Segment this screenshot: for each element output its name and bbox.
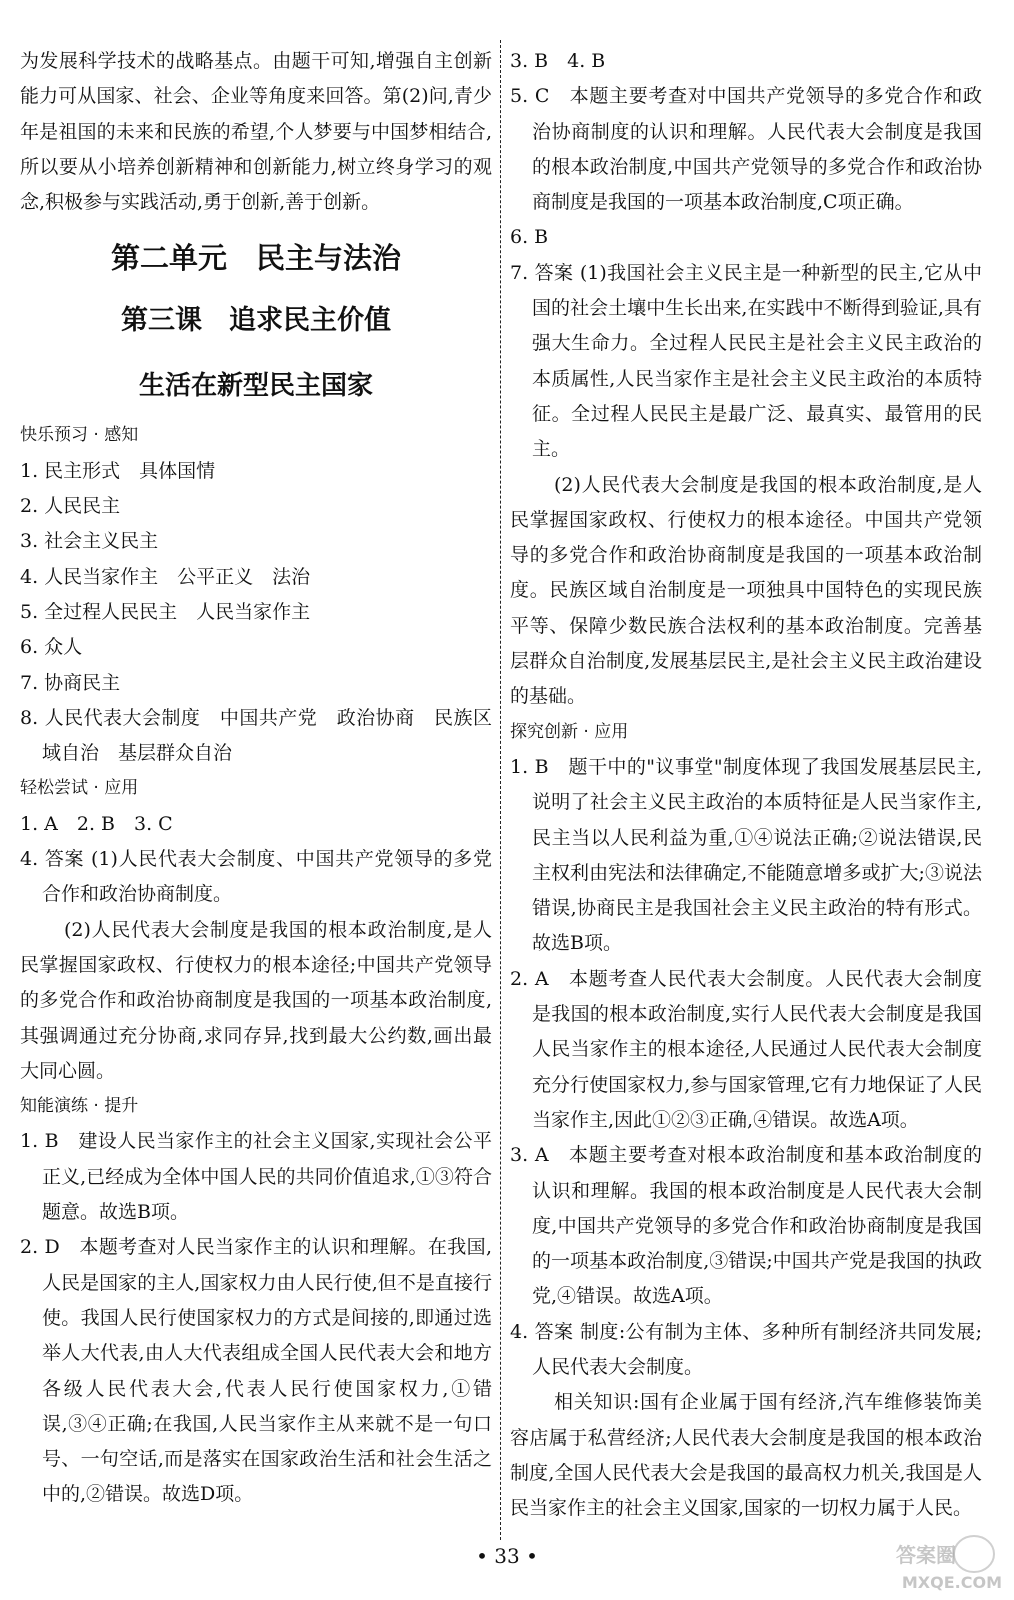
- answer-paragraph: (2)人民代表大会制度是我国的根本政治制度,是人民掌握国家政权、行使权力的根本途径;中国共产党领导的多党合作和政治协商制度是我国的一项基本政治制度,其强调通过充分协商,求同存异,找到最大公约数,画出最大同心圆。: [20, 918, 492, 1082]
- answer-item: 2. D 本题考查对人民当家作主的认识和理解。在我国,人民是国家的主人,国家权力由人民行使,但不是直接行使。我国人民行使国家权力的方式是间接的,即通过选举人大代表,由人大代表组成全国人民代表大会和地方各级人民代表大会,代表人民行使国家权力,①错误,③④正确;在我国,人民当家作主从来就不是一句口号、一句空话,而是落实在国家政治生活和社会生活之中的,②错误。故选D项。: [20, 1236, 492, 1506]
- answer-paragraph: (2)人民代表大会制度是我国的根本政治制度,是人民掌握国家政权、行使权力的根本途径。中国共产党领导的多党合作和政治协商制度是我国的一项基本政治制度。民族区域自治制度是一项独具中国特色的实现民族平等、保障少数民族合法权利的基本政治制度。完善基层群众自治制度,发展基层民主,是社会主义民主政治建设的基础。: [510, 473, 982, 708]
- section-heading-preview: 快乐预习 · 感知: [20, 425, 139, 446]
- answer-item: 5. 全过程人民民主 人民当家作主: [20, 600, 311, 623]
- answer-item: 6. B: [510, 226, 549, 249]
- answer-item: 3. B 4. B: [510, 50, 606, 72]
- watermark-url: MXQE.COM: [901, 1573, 1002, 1592]
- watermark-logo: [806, 1530, 1006, 1594]
- page-number: • 33 •: [476, 1544, 538, 1568]
- answer-item: 4. 答案 制度:公有制为主体、多种所有制经济共同发展;人民代表大会制度。: [510, 1320, 982, 1378]
- column-divider: [500, 40, 501, 1540]
- right-column: [510, 44, 982, 1526]
- answer-item: 1. 民主形式 具体国情: [20, 459, 216, 482]
- answer-paragraph: 相关知识:国有企业属于国有经济,汽车维修装饰美容店属于私营经济;人民代表大会制度是我国的根本政治制度,全国人民代表大会是我国的最高权力机关,我国是人民当家作主的社会主义国家,国家的一切权力属于人民。: [510, 1391, 982, 1520]
- answer-item: 2. 人民民主: [20, 495, 121, 518]
- answer-item: 2. A 本题考查人民代表大会制度。人民代表大会制度是我国的根本政治制度,实行人民代表大会制度是我国人民当家作主的根本途径,人民通过人民代表大会制度充分行使国家权力,参与国家管理,它有力地保证了人民当家作主,因此①②③正确,④错误。故选A项。: [510, 967, 982, 1131]
- answer-item: 5. C 本题主要考查对中国共产党领导的多党合作和政治协商制度的认识和理解。人民代表大会制度是我国的根本政治制度,中国共产党领导的多党合作和政治协商制度是我国的一项基本政治制度,C项正确。: [510, 85, 982, 214]
- answer-item: 6. 众人: [20, 636, 83, 659]
- watermark-text: 答案圈: [896, 1543, 956, 1567]
- unit-title: 第二单元 民主与法治: [110, 241, 401, 276]
- section-heading-explore: 探究创新 · 应用: [510, 721, 629, 742]
- answer-item: 1. B 题干中的"议事堂"制度体现了我国发展基层民主,说明了社会主义民主政治的本质特征是人民当家作主,民主当以人民利益为重,①④说法正确;②说法错误,民主权利由宪法和法律确定,不能随意增多或扩大;③说法错误,协商民主是我国社会主义民主政治的特有形式。故选B项。: [510, 755, 982, 955]
- answer-item: 4. 答案 (1)人民代表大会制度、中国共产党领导的多党合作和政治协商制度。: [20, 848, 492, 906]
- section-heading-try: 轻松尝试 · 应用: [20, 778, 139, 799]
- section-heading-practice: 知能演练 · 提升: [20, 1096, 139, 1117]
- topic-title: 生活在新型民主国家: [138, 371, 373, 402]
- intro-paragraph: 为发展科学技术的战略基点。由题干可知,增强自主创新能力可从国家、社会、企业等角度来回答。第(2)问,青少年是祖国的未来和民族的希望,个人梦要与中国梦相结合,所以要从小培养创新精神和创新能力,树立终身学习的观念,积极参与实践活动,勇于创新,善于创新。: [20, 50, 492, 214]
- answer-item: 3. A 本题主要考查对根本政治制度和基本政治制度的认识和理解。我国的根本政治制度是人民代表大会制度,中国共产党领导的多党合作和政治协商制度是我国的一项基本政治制度,③错误;中国共产党是我国的执政党,④错误。故选A项。: [510, 1144, 982, 1308]
- answer-item: 7. 答案 (1)我国社会主义民主是一种新型的民主,它从中国的社会土壤中生长出来,在实践中不断得到验证,具有强大生命力。全过程人民民主是社会主义民主政治的本质属性,人民当家作主是社会主义民主政治的本质特征。全过程人民民主是最广泛、最真实、最管用的民主。: [510, 261, 982, 461]
- answer-item: 1. B 建设人民当家作主的社会主义国家,实现社会公平正义,已经成为全体中国人民的共同价值追求,①③符合题意。故选B项。: [20, 1130, 492, 1224]
- answer-item: 7. 协商民主: [20, 671, 121, 694]
- answer-item: 4. 人民当家作主 公平正义 法治: [20, 565, 311, 588]
- answer-item: 3. 社会主义民主: [20, 530, 159, 553]
- answer-item: 8. 人民代表大会制度 中国共产党 政治协商 民族区域自治 基层群众自治: [20, 706, 492, 765]
- answer-item: 1. A 2. B 3. C: [20, 812, 173, 835]
- left-column: [20, 44, 492, 1513]
- lesson-title: 第三课 追求民主价值: [121, 305, 391, 337]
